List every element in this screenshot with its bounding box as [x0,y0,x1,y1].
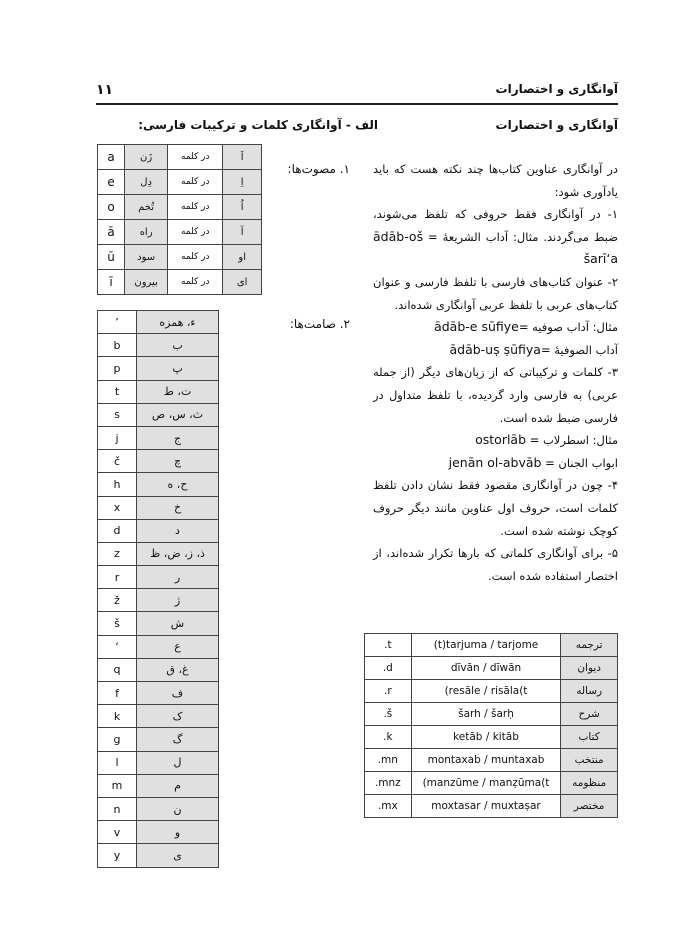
abbreviation-row [365,749,618,772]
consonant-latin: t [98,380,137,403]
vowel-example: تُخم [125,195,168,220]
vowel-letter: ای [223,270,262,295]
rule-2-example-2-text: آداب الصوفیهٔ = [540,342,618,357]
consonant-row [98,589,219,612]
body-text [373,158,618,587]
rule-3-example-1 [373,429,618,452]
vowel-example: بیرون [125,270,168,295]
consonant-row [98,821,219,844]
consonant-letter: گ [137,728,219,751]
consonant-letter: ذ، ز، ض، ظ [137,542,219,565]
vowel-position: در کلمه [168,220,223,245]
consonant-letter: ن [137,797,219,820]
abbreviation: .k [365,726,412,749]
abbreviation-row [365,772,618,795]
consonant-letter: پ [137,357,219,380]
abbreviation-word: منتخب [561,749,618,772]
vowel-latin: ī [98,270,125,295]
abbreviation-transliteration: moxtasar / muxtaṣar [411,795,561,818]
consonant-latin: k [98,705,137,728]
consonant-letter: ک [137,705,219,728]
header-title: آوانگاری و اختصارات [495,82,618,96]
vowels-label: ۱. مصوت‌ها: [287,162,350,176]
consonant-row [98,311,219,334]
consonant-table [97,310,219,868]
rule-3-example-1-text: مثال: اسطرلاب = [529,433,618,448]
vowel-table [97,144,262,295]
rule-3-example-1-latin: ostorlāb [475,432,527,448]
abbreviation-row [365,703,618,726]
consonant-row [98,519,219,542]
consonant-latin: š [98,612,137,635]
consonant-latin: h [98,473,137,496]
abbreviation: .r [365,680,412,703]
abbreviation: .d [365,657,412,680]
consonant-latin: g [98,728,137,751]
consonant-letter: ل [137,751,219,774]
rule-2-example-1-text: مثال: آداب صوفیه = [518,320,618,335]
abbreviation: .š [365,703,412,726]
consonant-letter: و [137,821,219,844]
abbreviation-table [364,633,618,818]
consonant-row [98,612,219,635]
abbreviation-transliteration: ketāb / kitāb [411,726,561,749]
consonant-row [98,473,219,496]
consonant-letter: ف [137,682,219,705]
rule-2-example-1-latin: ādāb-e sūfiye [434,319,519,335]
consonant-row [98,542,219,565]
section-title-transliteration: آوانگاری و اختصارات [495,118,618,132]
rule-3-example-2-latin: jenān ol-abvāb [448,454,542,470]
consonant-latin: q [98,658,137,681]
consonant-row [98,658,219,681]
vowel-row [98,270,262,295]
vowel-letter: او [223,245,262,270]
consonant-row [98,797,219,820]
consonant-letter: ث، س، ص [137,403,219,426]
header-rule [96,103,618,105]
consonant-row [98,844,219,867]
abbreviation-row [365,657,618,680]
abbreviation: .mn [365,749,412,772]
abbreviation: .t [365,634,412,657]
vowel-example: دِل [125,170,168,195]
consonant-letter: ج [137,426,219,449]
abbreviation: .mx [365,795,412,818]
consonant-letter: ب [137,334,219,357]
consonant-letter: غ، ق [137,658,219,681]
consonant-latin: ʻ [98,635,137,658]
vowel-letter: اَ [223,145,262,170]
abbreviation-transliteration: (resāle / risāla(t [411,680,561,703]
consonant-row [98,635,219,658]
consonant-letter: ء، همزه [137,311,219,334]
vowel-latin: a [98,145,125,170]
abbreviation-transliteration: šarh / šarḥ [411,703,561,726]
abbreviation-transliteration: (t)tarjuma / tarjome [411,634,561,657]
vowel-example: سود [125,245,168,270]
consonant-row [98,357,219,380]
consonant-letter: ع [137,635,219,658]
vowel-position: در کلمه [168,145,223,170]
consonant-letter: ت، ط [137,380,219,403]
rule-1-text: ۱- در آوانگاری فقط حروفی که تلفظ می‌شوند، ضبط می‌گردند. مثال: آداب الشریعهٔ = [373,207,618,244]
rule-2-example-2 [373,339,618,362]
consonant-latin: f [98,682,137,705]
intro-paragraph: در آوانگاری عناوین کتاب‌ها چند نکته هست که باید یادآوری شود: [373,162,618,199]
consonant-latin: l [98,751,137,774]
consonant-row [98,334,219,357]
vowel-example: زَن [125,145,168,170]
consonant-latin: j [98,426,137,449]
vowel-row [98,170,262,195]
abbreviation-word: رساله [561,680,618,703]
abbreviation-transliteration: (manzūme / manẓūma(t [411,772,561,795]
vowel-row [98,245,262,270]
consonant-letter: خ [137,496,219,519]
consonant-row [98,682,219,705]
consonant-latin: v [98,821,137,844]
consonant-latin: č [98,450,137,473]
rule-2-example-1 [373,316,618,339]
vowel-position: در کلمه [168,270,223,295]
vowel-letter: اِ [223,170,262,195]
abbreviation-transliteration: dīvān / dīwān [411,657,561,680]
page-number: ۱۱ [96,82,114,98]
vowel-latin: o [98,195,125,220]
vowel-position: در کلمه [168,195,223,220]
vowel-row [98,220,262,245]
consonant-letter: د [137,519,219,542]
rule-3: ۳- کلمات و ترکیباتی که از زبان‌های دیگر (از جمله عربی) به فارسی وارد گردیده، با تلفظ متداول در فارسی ضبط شده است. [373,365,618,425]
section-title-persian-words: الف - آوانگاری کلمات و ترکیبات فارسی: [138,118,378,132]
abbreviation-word: دیوان [561,657,618,680]
consonant-row [98,450,219,473]
consonant-letter: ح، ه [137,473,219,496]
vowel-row [98,145,262,170]
consonants-label: ۲. صامت‌ها: [289,317,350,331]
rule-5: ۵- برای آوانگاری کلماتی که بارها تکرار شده‌اند، از اختصار استفاده شده است. [373,546,618,583]
vowel-latin: ū [98,245,125,270]
consonant-row [98,751,219,774]
rule-3-example-2-text: ابواب الجنان = [545,455,618,470]
abbreviation-word: منظومه [561,772,618,795]
rule-2: ۲- عنوان کتاب‌های فارسی با تلفظ فارسی و عنوان کتاب‌های عربی با تلفظ عربی آوانگاری شده‌اند. [373,274,618,312]
consonant-latin: ž [98,589,137,612]
consonant-row [98,566,219,589]
consonant-letter: ی [137,844,219,867]
consonant-row [98,380,219,403]
consonant-letter: چ [137,450,219,473]
consonant-letter: ش [137,612,219,635]
consonant-latin: p [98,357,137,380]
consonant-row [98,774,219,797]
consonant-letter: م [137,774,219,797]
vowel-example: راه [125,220,168,245]
abbreviation-row [365,680,618,703]
rule-4: ۴- چون در آوانگاری مقصود فقط نشان دادن تلفظ کلمات است، حروف اول عناوین مانند دیگر حروف کوچک نوشته شده است. [373,478,618,538]
rule-1-latin: ādāb-oš šarī‘a [373,228,618,267]
vowel-latin: e [98,170,125,195]
vowel-position: در کلمه [168,170,223,195]
abbreviation-word: مختصر [561,795,618,818]
vowel-latin: ā [98,220,125,245]
consonant-latin: m [98,774,137,797]
abbreviation-word: ترجمه [561,634,618,657]
consonant-latin: n [98,797,137,820]
vowel-position: در کلمه [168,245,223,270]
abbreviation-word: شرح [561,703,618,726]
consonant-latin: z [98,542,137,565]
consonant-latin: ʼ [98,311,137,334]
vowel-letter: اُ [223,195,262,220]
consonant-latin: s [98,403,137,426]
abbreviation-row [365,634,618,657]
consonant-row [98,403,219,426]
consonant-row [98,728,219,751]
abbreviation-transliteration: montaxab / muntaxab [411,749,561,772]
vowel-row [98,195,262,220]
consonant-latin: x [98,496,137,519]
abbreviation-row [365,795,618,818]
consonant-latin: y [98,844,137,867]
consonant-row [98,496,219,519]
consonant-latin: r [98,566,137,589]
consonant-latin: b [98,334,137,357]
consonant-row [98,426,219,449]
consonant-row [98,705,219,728]
abbreviation-word: کتاب [561,726,618,749]
rule-2-example-2-latin: ādāb-uṣ ṣūfiya [449,341,541,357]
rule-3-example-2 [373,452,618,475]
consonant-letter: ر [137,566,219,589]
consonant-latin: d [98,519,137,542]
abbreviation: .mnz [365,772,412,795]
vowel-letter: آ [223,220,262,245]
abbreviation-row [365,726,618,749]
rule-1 [373,203,618,271]
consonant-letter: ژ [137,589,219,612]
